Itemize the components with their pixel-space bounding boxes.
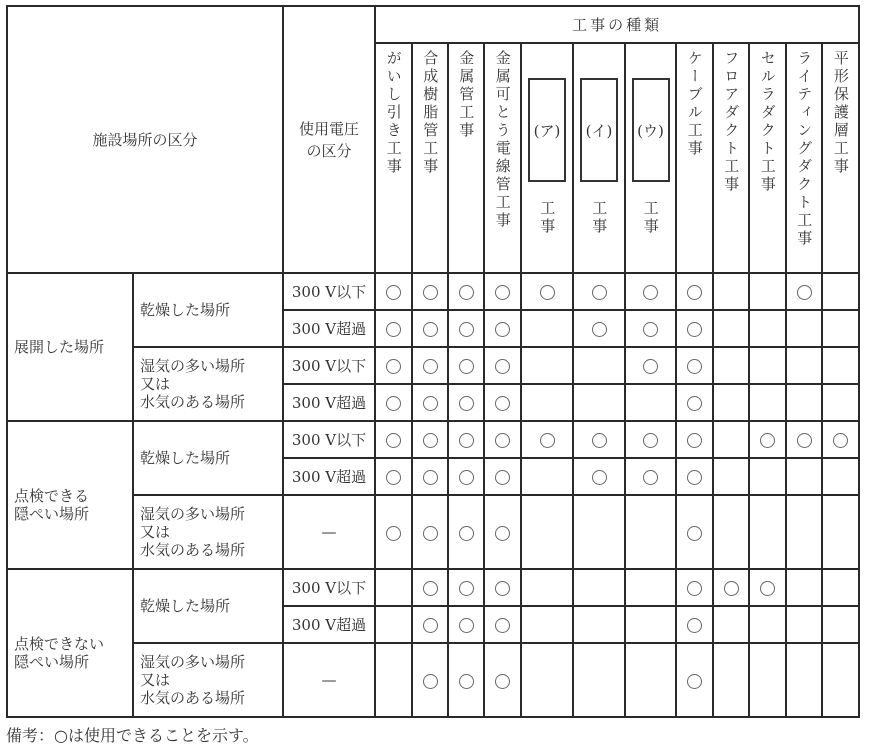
mark-cell bbox=[375, 273, 412, 310]
mark-cell bbox=[412, 458, 448, 495]
mark-cell bbox=[786, 273, 822, 310]
mark-cell bbox=[822, 495, 859, 569]
mark-cell bbox=[625, 569, 676, 606]
circle-mark-icon bbox=[495, 581, 510, 596]
voltage-cell: 300 V以下 bbox=[283, 347, 375, 384]
work-type-header bbox=[448, 43, 484, 273]
mark-cell bbox=[713, 421, 749, 458]
circle-mark-icon bbox=[643, 359, 658, 374]
work-type-blank-group bbox=[574, 50, 624, 236]
mark-cell bbox=[713, 310, 749, 347]
mark-cell bbox=[412, 569, 448, 606]
label-line: 水気のある場所 bbox=[140, 541, 246, 559]
work-type-label: 工事 bbox=[590, 200, 609, 236]
mark-cell bbox=[713, 606, 749, 643]
blank-answer-box: (ア) bbox=[528, 78, 566, 182]
mark-cell bbox=[822, 606, 859, 643]
voltage-cell: 300 V以下 bbox=[283, 421, 375, 458]
table-row bbox=[7, 273, 859, 310]
circle-mark-icon bbox=[423, 359, 438, 374]
mark-cell bbox=[749, 347, 786, 384]
circle-mark-icon bbox=[687, 526, 702, 541]
circle-mark-icon bbox=[495, 618, 510, 633]
work-type-header bbox=[375, 43, 412, 273]
place-subgroup-label bbox=[133, 421, 283, 495]
voltage-header-line1: 使用電圧 bbox=[299, 119, 360, 138]
work-type-header bbox=[749, 43, 786, 273]
mark-cell bbox=[375, 384, 412, 421]
voltage-cell: — bbox=[283, 643, 375, 717]
label-line: 点検できる bbox=[14, 487, 90, 505]
circle-mark-icon bbox=[386, 470, 401, 485]
label-line: 又は bbox=[140, 671, 171, 689]
place-group-label bbox=[7, 569, 133, 717]
mark-cell bbox=[625, 310, 676, 347]
mark-cell bbox=[625, 606, 676, 643]
mark-cell bbox=[573, 310, 625, 347]
mark-cell bbox=[822, 421, 859, 458]
mark-cell bbox=[786, 495, 822, 569]
mark-cell bbox=[749, 273, 786, 310]
circle-mark-icon bbox=[687, 396, 702, 411]
mark-cell bbox=[412, 643, 448, 717]
mark-cell bbox=[676, 310, 713, 347]
label-line: 隠ぺい場所 bbox=[14, 653, 90, 671]
label-line: 展開した場所 bbox=[14, 338, 105, 356]
circle-mark-icon bbox=[643, 322, 658, 337]
mark-cell bbox=[521, 273, 573, 310]
circle-mark-icon bbox=[833, 433, 848, 448]
mark-cell bbox=[375, 643, 412, 717]
circle-mark-icon bbox=[495, 470, 510, 485]
circle-mark-icon bbox=[495, 433, 510, 448]
circle-mark-icon bbox=[495, 526, 510, 541]
mark-cell bbox=[412, 273, 448, 310]
mark-cell bbox=[448, 643, 484, 717]
mark-cell bbox=[676, 458, 713, 495]
mark-cell bbox=[676, 273, 713, 310]
mark-cell bbox=[484, 310, 521, 347]
mark-cell bbox=[713, 384, 749, 421]
mark-cell bbox=[573, 421, 625, 458]
mark-cell bbox=[484, 458, 521, 495]
mark-cell bbox=[713, 495, 749, 569]
label-line: 又は bbox=[140, 375, 171, 393]
mark-cell bbox=[448, 458, 484, 495]
circle-mark-icon bbox=[592, 322, 607, 337]
mark-cell bbox=[625, 643, 676, 717]
circle-mark-icon bbox=[724, 581, 739, 596]
table-row bbox=[7, 421, 859, 458]
mark-cell bbox=[521, 310, 573, 347]
mark-cell bbox=[521, 569, 573, 606]
work-type-blank-group bbox=[522, 50, 572, 236]
circle-mark-icon bbox=[687, 359, 702, 374]
circle-mark-icon bbox=[495, 322, 510, 337]
mark-cell bbox=[484, 643, 521, 717]
circle-mark-icon bbox=[643, 285, 658, 300]
mark-cell bbox=[573, 384, 625, 421]
circle-mark-icon bbox=[459, 322, 474, 337]
mark-cell bbox=[375, 310, 412, 347]
place-subgroup-label bbox=[133, 347, 283, 421]
work-type-label: 合成樹脂管工事 bbox=[421, 50, 440, 176]
mark-cell bbox=[676, 606, 713, 643]
circle-mark-icon bbox=[423, 526, 438, 541]
mark-cell bbox=[676, 384, 713, 421]
mark-cell bbox=[573, 606, 625, 643]
circle-mark-icon bbox=[459, 359, 474, 374]
work-type-label: 工事 bbox=[641, 200, 660, 236]
circle-mark-icon bbox=[687, 674, 702, 689]
circle-mark-icon bbox=[592, 285, 607, 300]
mark-cell bbox=[448, 569, 484, 606]
mark-cell bbox=[484, 569, 521, 606]
label-line: 又は bbox=[140, 523, 171, 541]
mark-cell bbox=[676, 421, 713, 458]
circle-mark-icon bbox=[540, 285, 555, 300]
mark-cell bbox=[625, 273, 676, 310]
label-line: 水気のある場所 bbox=[140, 689, 246, 707]
mark-cell bbox=[412, 347, 448, 384]
mark-cell bbox=[375, 347, 412, 384]
mark-cell bbox=[484, 606, 521, 643]
mark-cell bbox=[713, 643, 749, 717]
mark-cell bbox=[786, 606, 822, 643]
mark-cell bbox=[822, 384, 859, 421]
mark-cell bbox=[822, 347, 859, 384]
mark-cell bbox=[521, 384, 573, 421]
table-row bbox=[7, 569, 859, 606]
mark-cell bbox=[448, 384, 484, 421]
circle-mark-icon bbox=[687, 433, 702, 448]
mark-cell bbox=[375, 495, 412, 569]
table-row bbox=[7, 643, 859, 717]
mark-cell bbox=[448, 347, 484, 384]
work-type-header bbox=[573, 43, 625, 273]
mark-cell bbox=[412, 421, 448, 458]
circle-mark-icon bbox=[459, 433, 474, 448]
mark-cell bbox=[749, 384, 786, 421]
work-types-header: 工事の種類 bbox=[375, 6, 859, 43]
mark-cell bbox=[713, 569, 749, 606]
mark-cell bbox=[822, 310, 859, 347]
wiring-method-table bbox=[6, 5, 860, 718]
circle-mark-icon bbox=[687, 581, 702, 596]
voltage-cell: 300 V以下 bbox=[283, 273, 375, 310]
voltage-cell: 300 V以下 bbox=[283, 569, 375, 606]
mark-cell bbox=[786, 643, 822, 717]
circle-mark-icon bbox=[386, 359, 401, 374]
voltage-cell: 300 V超過 bbox=[283, 384, 375, 421]
mark-cell bbox=[625, 458, 676, 495]
work-type-label: フロアダクト工事 bbox=[722, 50, 741, 194]
place-subgroup-label bbox=[133, 273, 283, 347]
work-type-header bbox=[625, 43, 676, 273]
mark-cell bbox=[822, 643, 859, 717]
circle-mark-icon bbox=[687, 285, 702, 300]
mark-cell bbox=[412, 606, 448, 643]
work-type-label: ライティングダクト工事 bbox=[795, 50, 814, 248]
mark-cell bbox=[625, 384, 676, 421]
blank-answer-box: (イ) bbox=[580, 78, 618, 182]
work-type-header bbox=[412, 43, 448, 273]
work-type-label: ケーブル工事 bbox=[685, 50, 704, 158]
mark-cell bbox=[412, 495, 448, 569]
mark-cell bbox=[573, 569, 625, 606]
label-line: 水気のある場所 bbox=[140, 393, 246, 411]
circle-mark-icon bbox=[687, 470, 702, 485]
mark-cell bbox=[521, 347, 573, 384]
place-subgroup-label bbox=[133, 569, 283, 643]
voltage-cell: 300 V超過 bbox=[283, 458, 375, 495]
circle-mark-icon bbox=[495, 674, 510, 689]
work-type-label: 金属管工事 bbox=[457, 50, 476, 140]
mark-cell bbox=[749, 310, 786, 347]
work-type-header bbox=[484, 43, 521, 273]
table-row bbox=[7, 347, 859, 384]
mark-cell bbox=[749, 495, 786, 569]
circle-mark-icon bbox=[495, 396, 510, 411]
mark-cell bbox=[521, 606, 573, 643]
place-category-header: 施設場所の区分 bbox=[7, 6, 283, 273]
voltage-cell: 300 V超過 bbox=[283, 310, 375, 347]
circle-mark-icon bbox=[592, 433, 607, 448]
circle-mark-icon bbox=[687, 618, 702, 633]
mark-cell bbox=[484, 421, 521, 458]
circle-mark-icon bbox=[423, 674, 438, 689]
mark-cell bbox=[484, 347, 521, 384]
remarks-note: 備考：○は使用できることを示す。 bbox=[6, 726, 259, 745]
circle-mark-icon bbox=[386, 433, 401, 448]
circle-mark-icon bbox=[459, 674, 474, 689]
label-line: 湿気の多い場所 bbox=[140, 653, 246, 671]
circle-mark-icon bbox=[495, 285, 510, 300]
work-type-label: がいし引き工事 bbox=[384, 50, 403, 176]
mark-cell bbox=[484, 495, 521, 569]
place-group-label bbox=[7, 273, 133, 421]
circle-mark-icon bbox=[423, 322, 438, 337]
circle-mark-icon bbox=[643, 433, 658, 448]
voltage-cell: — bbox=[283, 495, 375, 569]
circle-mark-icon bbox=[386, 322, 401, 337]
work-type-header bbox=[521, 43, 573, 273]
circle-mark-icon bbox=[459, 396, 474, 411]
mark-cell bbox=[375, 606, 412, 643]
circle-mark-icon bbox=[797, 433, 812, 448]
mark-cell bbox=[749, 421, 786, 458]
circle-mark-icon bbox=[540, 433, 555, 448]
circle-mark-icon bbox=[643, 470, 658, 485]
mark-cell bbox=[448, 310, 484, 347]
mark-cell bbox=[448, 606, 484, 643]
mark-cell bbox=[625, 495, 676, 569]
mark-cell bbox=[822, 458, 859, 495]
work-type-blank-group bbox=[626, 50, 675, 236]
work-type-header bbox=[713, 43, 749, 273]
mark-cell bbox=[786, 347, 822, 384]
mark-cell bbox=[749, 606, 786, 643]
label-line: 乾燥した場所 bbox=[140, 301, 231, 319]
voltage-cell: 300 V超過 bbox=[283, 606, 375, 643]
mark-cell bbox=[412, 384, 448, 421]
circle-mark-icon bbox=[459, 581, 474, 596]
circle-mark-icon bbox=[459, 526, 474, 541]
mark-cell bbox=[573, 273, 625, 310]
mark-cell bbox=[484, 384, 521, 421]
mark-cell bbox=[375, 458, 412, 495]
mark-cell bbox=[625, 347, 676, 384]
circle-mark-icon bbox=[459, 285, 474, 300]
circle-mark-icon bbox=[459, 470, 474, 485]
circle-mark-icon bbox=[386, 526, 401, 541]
work-type-header bbox=[786, 43, 822, 273]
work-type-label: 平形保護層工事 bbox=[831, 50, 850, 176]
place-group-label bbox=[7, 421, 133, 569]
mark-cell bbox=[484, 273, 521, 310]
circle-mark-icon bbox=[386, 285, 401, 300]
work-type-label: 工事 bbox=[538, 200, 557, 236]
table-row bbox=[7, 495, 859, 569]
mark-cell bbox=[713, 458, 749, 495]
mark-cell bbox=[676, 643, 713, 717]
circle-mark-icon bbox=[423, 433, 438, 448]
circle-mark-icon bbox=[423, 470, 438, 485]
place-subgroup-label bbox=[133, 643, 283, 717]
label-line: 隠ぺい場所 bbox=[14, 505, 90, 523]
mark-cell bbox=[521, 495, 573, 569]
mark-cell bbox=[822, 273, 859, 310]
mark-cell bbox=[786, 384, 822, 421]
mark-cell bbox=[786, 458, 822, 495]
mark-cell bbox=[749, 569, 786, 606]
mark-cell bbox=[573, 458, 625, 495]
circle-mark-icon bbox=[386, 396, 401, 411]
circle-mark-icon bbox=[423, 618, 438, 633]
mark-cell bbox=[448, 273, 484, 310]
mark-cell bbox=[713, 273, 749, 310]
work-type-label: セルラダクト工事 bbox=[758, 50, 777, 194]
mark-cell bbox=[573, 495, 625, 569]
circle-mark-icon bbox=[423, 581, 438, 596]
mark-cell bbox=[521, 421, 573, 458]
circle-mark-icon bbox=[459, 618, 474, 633]
mark-cell bbox=[786, 569, 822, 606]
mark-cell bbox=[521, 458, 573, 495]
mark-cell bbox=[625, 421, 676, 458]
mark-cell bbox=[676, 347, 713, 384]
circle-mark-icon bbox=[592, 470, 607, 485]
circle-mark-icon bbox=[760, 433, 775, 448]
mark-cell bbox=[676, 569, 713, 606]
mark-cell bbox=[448, 421, 484, 458]
voltage-header-line2: の区分 bbox=[306, 141, 352, 160]
circle-mark-icon bbox=[760, 581, 775, 596]
blank-answer-box: (ウ) bbox=[632, 78, 670, 182]
voltage-category-header bbox=[283, 6, 375, 273]
mark-cell bbox=[822, 569, 859, 606]
label-line: 乾燥した場所 bbox=[140, 449, 231, 467]
work-type-label: 金属可とう電線管工事 bbox=[493, 50, 512, 230]
circle-mark-icon bbox=[687, 322, 702, 337]
mark-cell bbox=[573, 643, 625, 717]
label-line: 湿気の多い場所 bbox=[140, 357, 246, 375]
circle-mark-icon bbox=[797, 285, 812, 300]
place-subgroup-label bbox=[133, 495, 283, 569]
mark-cell bbox=[786, 421, 822, 458]
circle-mark-icon bbox=[495, 359, 510, 374]
mark-cell bbox=[375, 569, 412, 606]
circle-mark-icon bbox=[423, 285, 438, 300]
mark-cell bbox=[412, 310, 448, 347]
mark-cell bbox=[676, 495, 713, 569]
label-line: 湿気の多い場所 bbox=[140, 505, 246, 523]
work-type-header bbox=[822, 43, 859, 273]
mark-cell bbox=[521, 643, 573, 717]
label-line: 点検できない bbox=[14, 635, 105, 653]
mark-cell bbox=[786, 310, 822, 347]
mark-cell bbox=[749, 643, 786, 717]
mark-cell bbox=[573, 347, 625, 384]
mark-cell bbox=[448, 495, 484, 569]
label-line: 乾燥した場所 bbox=[140, 597, 231, 615]
work-type-header bbox=[676, 43, 713, 273]
mark-cell bbox=[749, 458, 786, 495]
mark-cell bbox=[713, 347, 749, 384]
circle-mark-icon bbox=[423, 396, 438, 411]
mark-cell bbox=[375, 421, 412, 458]
